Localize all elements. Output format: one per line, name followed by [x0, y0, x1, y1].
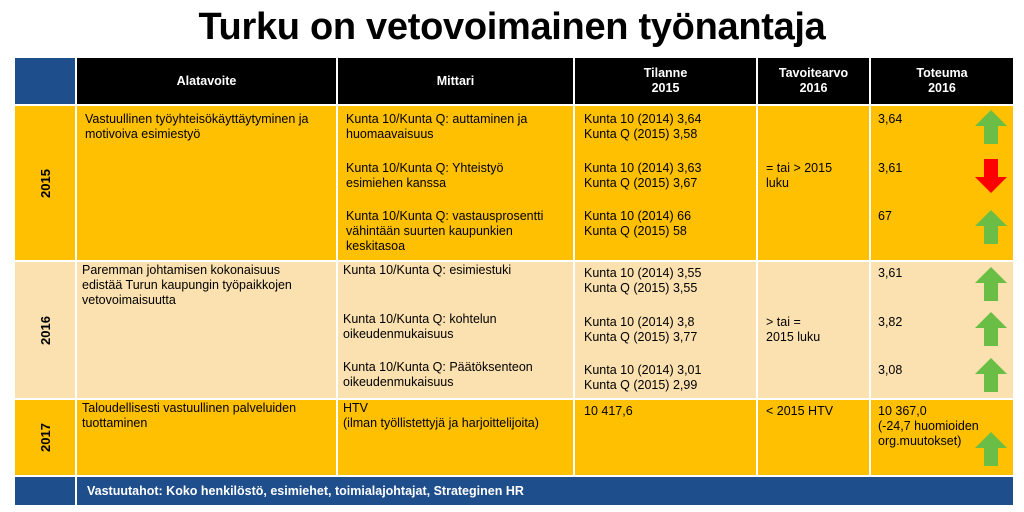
tilanne-item: 10 417,6 [584, 404, 633, 418]
year-2016: 2016 [15, 262, 75, 398]
arrow-up-icon [975, 210, 1007, 244]
mittari-item: Kunta 10/Kunta Q: kohtelun oikeudenmukaisuus [343, 312, 497, 341]
toteuma-value: 67 [878, 209, 892, 223]
header-tilanne: Tilanne 2015 [575, 58, 756, 104]
header-toteuma: Toteuma 2016 [871, 58, 1013, 104]
tavoitearvo-2017: < 2015 HTV [758, 400, 869, 475]
toteuma-value: 3,08 [878, 363, 903, 377]
toteuma-value: 3,64 [878, 112, 903, 126]
tilanne-item: Kunta 10 (2014) 3,8 Kunta Q (2015) 3,77 [584, 315, 698, 344]
arrow-up-icon [975, 358, 1007, 392]
toteuma-value: 3,61 [878, 161, 903, 175]
toteuma-value: 3,61 [878, 266, 903, 280]
mittari-2016 [338, 262, 573, 398]
header-mittari: Mittari [338, 58, 573, 104]
mittari-item: Kunta 10/Kunta Q: Yhteistyö esimiehen kanssa [346, 161, 504, 190]
tilanne-item: Kunta 10 (2014) 66 Kunta Q (2015) 58 [584, 209, 692, 238]
alatavoite-2015: Vastuullinen työyhteisökäyttäytyminen ja motivoiva esimiestyö [77, 106, 336, 260]
mittari-item: Kunta 10/Kunta Q: auttaminen ja huomaavaisuus [346, 112, 528, 141]
header-corner [15, 58, 75, 104]
toteuma-value: 3,82 [878, 315, 903, 329]
mittari-2015 [338, 106, 573, 260]
tavoitearvo-2016: > tai = 2015 luku [758, 262, 869, 398]
arrow-down-icon [975, 159, 1007, 193]
mittari-item: HTV (ilman työllistettyjä ja harjoittelijoita) [343, 401, 539, 430]
tilanne-2017 [575, 400, 756, 475]
tilanne-item: Kunta 10 (2014) 3,01 Kunta Q (2015) 2,99 [584, 363, 702, 392]
toteuma-value: 10 367,0 (-24,7 huomioiden org.muutokset) [878, 404, 979, 448]
header-tavoitearvo: Tavoitearvo 2016 [758, 58, 869, 104]
year-2017: 2017 [15, 400, 75, 475]
mittari-item: Kunta 10/Kunta Q: esimiestuki [343, 263, 512, 277]
tilanne-item: Kunta 10 (2014) 3,64 Kunta Q (2015) 3,58 [584, 112, 702, 141]
tavoitearvo-2015: = tai > 2015 luku [758, 106, 869, 260]
alatavoite-2017: Taloudellisesti vastuullinen palveluiden tuottaminen [77, 400, 336, 475]
header-alatavoite: Alatavoite [77, 58, 336, 104]
tilanne-2015 [575, 106, 756, 260]
page-title: Turku on vetovoimainen työnantaja [198, 6, 826, 48]
arrow-up-icon [975, 110, 1007, 144]
mittari-2017 [338, 400, 573, 475]
arrow-up-icon [975, 432, 1007, 466]
arrow-up-icon [975, 267, 1007, 301]
mittari-item: Kunta 10/Kunta Q: vastausprosentti vähintään suurten kaupunkien keskitasoa [346, 209, 544, 253]
arrow-up-icon [975, 312, 1007, 346]
tilanne-2016 [575, 262, 756, 398]
tilanne-item: Kunta 10 (2014) 3,63 Kunta Q (2015) 3,67 [584, 161, 702, 190]
tilanne-item: Kunta 10 (2014) 3,55 Kunta Q (2015) 3,55 [584, 266, 702, 295]
goals-table [15, 58, 1013, 505]
footer-corner [15, 477, 75, 505]
alatavoite-2016: Paremman johtamisen kokonaisuus edistää Turun kaupungin työpaikkojen vetovoimaisuutta [77, 262, 336, 398]
year-2015: 2015 [15, 106, 75, 260]
footer-vastuutahot: Vastuutahot: Koko henkilöstö, esimiehet, toimialajohtajat, Strateginen HR [77, 477, 1013, 505]
mittari-item: Kunta 10/Kunta Q: Päätöksenteon oikeudenmukaisuus [343, 360, 533, 389]
